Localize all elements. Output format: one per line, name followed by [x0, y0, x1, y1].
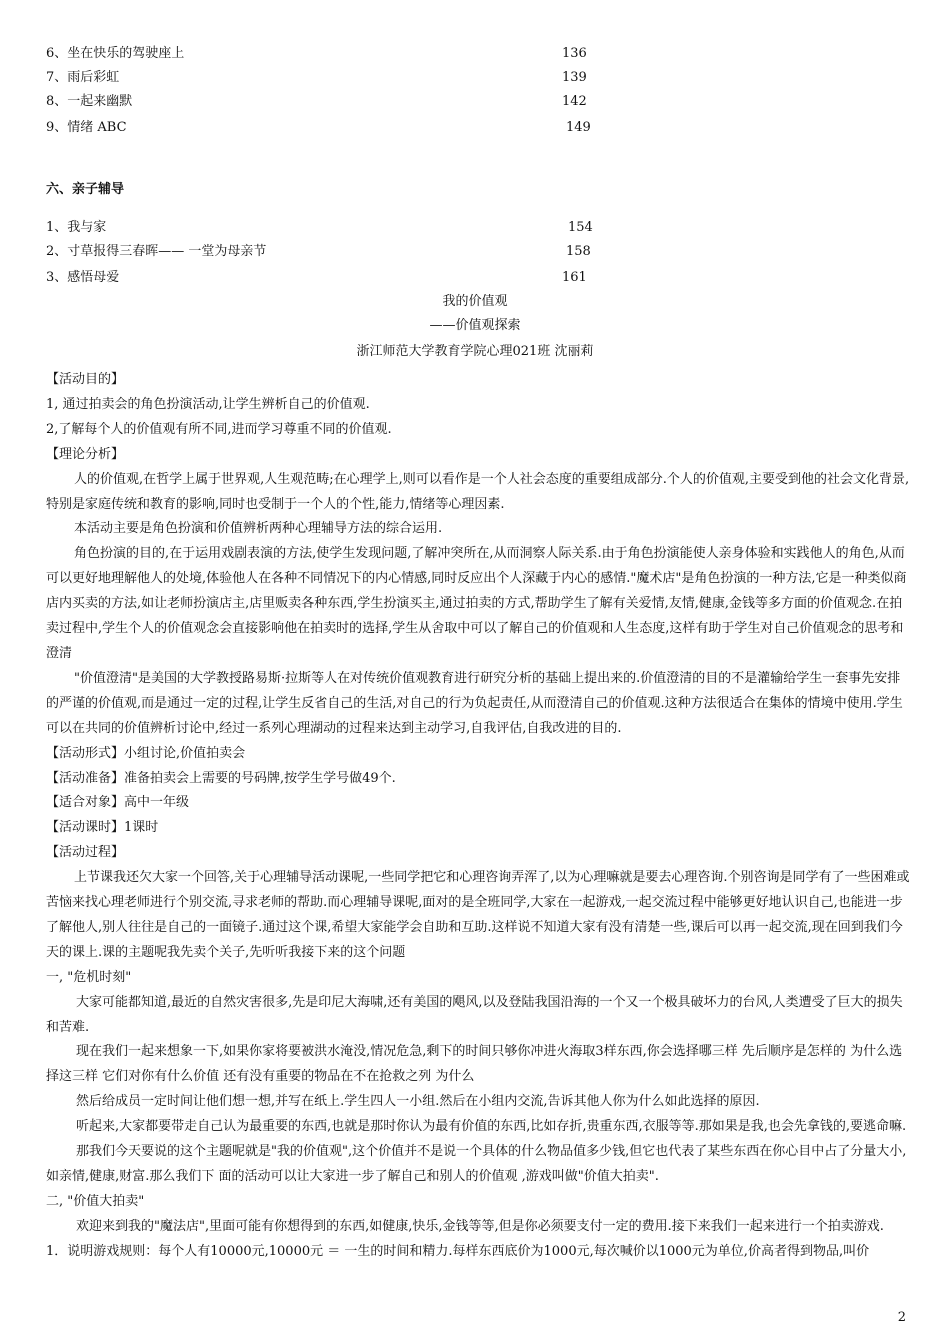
toc-page: 139 [562, 70, 587, 85]
toc-title: 8、一起来幽默 [46, 94, 133, 109]
toc-entry [46, 90, 606, 114]
paragraph: "价值澄清"是美国的大学教授路易斯·拉斯等人在对传统价值观教育进行研究分析的基础上提出来的.价值澄清的目的不是灌输给学生一套事先安排的严谨的价值观,而是通过一定的过程,让学生反省自己的生活,对自己的行为负起责任,从而澄清自己的价值观.这种方法很适合在集体的情境中使用.学生可以在共同的价值辨析讨论中,经过一系列心理湖动的过程来达到主动学习,自我评估,自我改进的目的. [46, 670, 903, 736]
activity-form: 【活动形式】小组讨论,价值拍卖会 [46, 745, 246, 761]
goal-item: 1, 通过拍卖会的角色扮演活动,让学生辨析自己的价值观. [46, 396, 370, 412]
section-heading: 六、亲子辅导 [46, 182, 125, 197]
rules-item: 1．说明游戏规则：每个人有10000元,10000元 ＝ 一生的时间和精力.每样东西底价为1000元,每次喊价以1000元为单位,价高者得到物品,叫价 [46, 1243, 870, 1259]
paragraph: 欢迎来到我的"魔法店",里面可能有你想得到的东西,如健康,快乐,金钱等等,但是你必须要支付一定的费用.接下来我们一起来进行一个拍卖游戏. [76, 1218, 884, 1234]
article-body [46, 368, 912, 1265]
article-author: 浙江师范大学教育学院心理021班 沈丽莉 [356, 344, 594, 359]
goal-item: 2,了解每个人的价值观有所不同,进而学习尊重不同的价值观. [46, 421, 392, 437]
article-title: 我的价值观 [442, 294, 508, 309]
heading-process: 【活动过程】 [46, 845, 125, 861]
toc-title: 7、雨后彩虹 [46, 70, 120, 85]
subheading-auction: 二, "价值大拍卖" [46, 1193, 145, 1209]
toc-title: 3、感悟母爱 [46, 270, 120, 285]
toc-page: 154 [568, 220, 593, 235]
paragraph: 角色扮演的目的,在于运用戏剧表演的方法,使学生发现问题,了解冲突所在,从而洞察人际关系.由于角色扮演能使人亲身体验和实践他人的角色,从而可以更好地理解他人的处境,体验他人在各种不同情况下的内心情感,同时反应出个人深藏于内心的感情."魔术店"是角色扮演的一种方法,它是一种类似商店内买卖的方法,如让老师扮演店主,店里贩卖各种东西,学生扮演买主,通过拍卖的方式,帮助学生了解有关爱情,友情,健康,金钱等多方面的价值观念.在拍卖过程中,学生个人的价值观念会直接影响他在拍卖时的选择,学生从舍取中可以了解自己的价值观和人生态度,这样有助于学生对自己价值观念的思考和澄清 [46, 546, 907, 661]
paragraph: 现在我们一起来想象一下,如果你家将要被洪水淹没,情况危急,剩下的时间只够你冲进火海取3样东西,你会选择哪三样 先后顺序是怎样的 为什么选择这三样 它们对你有什么价值 还有没有重要的物品在不在抢救之列 为什么 [46, 1044, 903, 1085]
toc-entry [46, 66, 606, 90]
heading-theory: 【理论分析】 [46, 446, 125, 462]
toc-page: 158 [566, 244, 591, 259]
toc-entry [46, 216, 606, 240]
toc-page: 142 [562, 94, 587, 109]
paragraph: 那我们今天要说的这个主题呢就是"我的价值观",这个价值并不是说一个具体的什么物品值多少钱,但它也代表了某些东西在你心目中占了分量大小,如亲情,健康,财富.那么我们下 面的活动可以让大家进一步了解自己和别人的价值观 ,游戏叫做"价值大拍卖". [46, 1144, 907, 1184]
class-hours: 【活动课时】1课时 [46, 820, 159, 836]
toc-entry [46, 240, 606, 264]
target-audience: 【适合对象】高中一年级 [46, 795, 190, 811]
toc-entry [46, 116, 606, 140]
toc-page: 136 [562, 46, 587, 61]
toc-title: 1、我与家 [46, 220, 107, 235]
activity-prep: 【活动准备】准备拍卖会上需要的号码牌,按学生学号做49个. [46, 770, 396, 786]
article-subtitle: ——价值观探索 [429, 318, 521, 333]
paragraph: 大家可能都知道,最近的自然灾害很多,先是印尼大海啸,还有美国的飓风,以及登陆我国沿海的一个又一个极具破坏力的台风,人类遭受了巨大的损失和苦难. [46, 994, 903, 1035]
paragraph: 上节课我还欠大家一个回答,关于心理辅导活动课呢,一些同学把它和心理咨询弄浑了,以为心理嘛就是要去心理咨询.个别咨询是同学有了一些困难或苦恼来找心理老师进行个别交流,寻求老师的帮助.而心理辅导课呢,面对的是全班同学,大家在一起游戏,一起交流过程中能够更好地认识自己,也能进一步了解他人,别人往往是自己的一面镜子.通过这个课,希望大家能学会自助和互助.这样说不知道大家有没有清楚一些,课后可以再一起交流,现在回到我们今天的课上.课的主题呢我先卖个关子,先听听我接下来的这个问题 [46, 870, 910, 960]
heading-activity-goal: 【活动目的】 [46, 372, 125, 387]
subheading-crisis: 一, "危机时刻" [46, 969, 132, 985]
toc-title: 9、情绪 ABC [46, 120, 127, 135]
paragraph: 听起来,大家都要带走自己认为最重要的东西,也就是那时你认为最有价值的东西,比如存折,贵重东西,衣服等等.那如果是我,也会先拿钱的,要逃命嘛. [76, 1119, 907, 1135]
toc-title: 2、寸草报得三春晖—— 一堂为母亲节 [46, 244, 267, 259]
toc-page: 149 [566, 120, 591, 135]
paragraph: 本活动主要是角色扮演和价值辨析两种心理辅导方法的综合运用. [74, 521, 443, 537]
paragraph: 然后给成员一定时间让他们想一想,并写在纸上.学生四人一小组.然后在小组内交流,告诉其他人你为什么如此选择的原因. [76, 1094, 760, 1110]
toc-title: 6、坐在快乐的驾驶座上 [46, 46, 185, 61]
toc-page: 161 [562, 270, 587, 285]
toc-entry [46, 42, 606, 66]
toc-entry [46, 266, 606, 290]
paragraph: 人的价值观,在哲学上属于世界观,人生观范畴;在心理学上,则可以看作是一个人社会态度的重要组成部分.个人的价值观,主要受到他的社会文化背景,特别是家庭传统和教育的影响,同时也受制于一个人的个性,能力,情绪等心理因素. [46, 471, 910, 512]
page-number: 2 [897, 1310, 906, 1325]
